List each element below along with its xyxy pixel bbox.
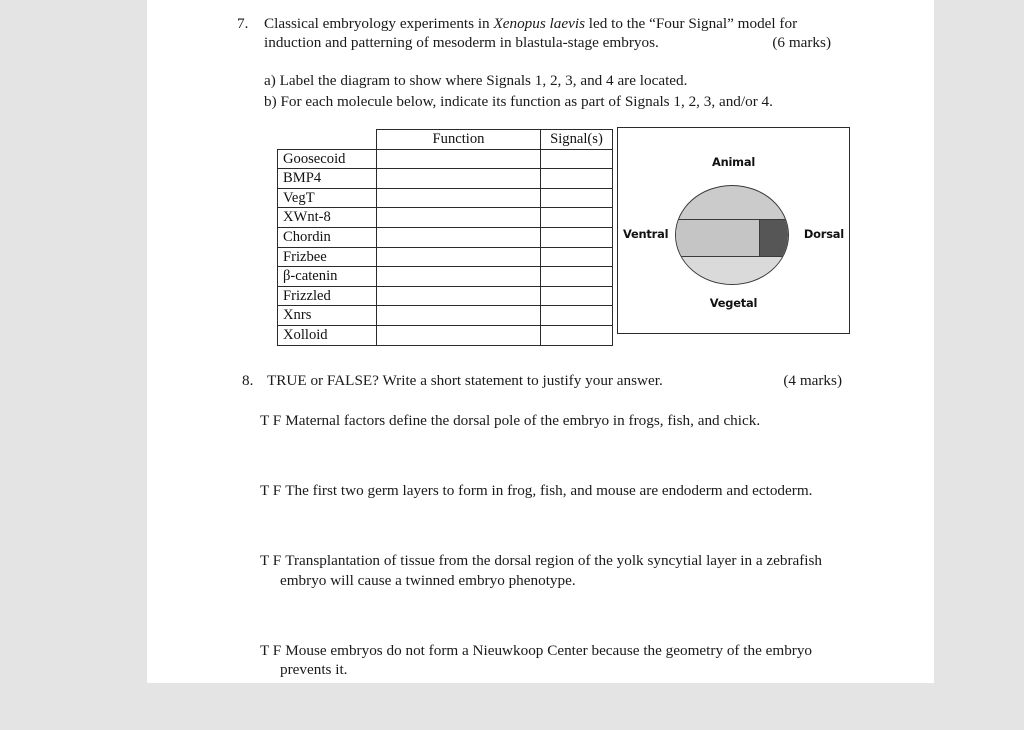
tf-statement-4-line1: Mouse embryos do not form a Nieuwkoop Center because the geometry of the embryo xyxy=(285,641,813,659)
true-false-statements xyxy=(260,411,920,730)
table-row xyxy=(278,208,613,228)
table-row xyxy=(278,188,613,208)
question-7-first-line xyxy=(237,14,917,52)
table-row xyxy=(278,286,613,306)
tf-statement-3-line1: Transplantation of tissue from the dorsal region of the yolk syncytial layer in a zebrafish xyxy=(285,552,823,569)
label-ventral: Ventral xyxy=(623,227,669,241)
marginal-zone-band xyxy=(676,219,788,257)
question-8-number: 8. xyxy=(242,372,254,389)
signal-cell[interactable] xyxy=(541,208,613,228)
tf-statement-2-line1: The first two germ layers to form in frog, fish, and mouse are endoderm and ectoderm. xyxy=(285,482,813,499)
species-name-italic: Xenopus laevis xyxy=(493,15,585,32)
signal-cell[interactable] xyxy=(541,286,613,306)
molecule-name: β-catenin xyxy=(278,267,377,287)
function-cell[interactable] xyxy=(377,149,541,169)
subquestion-a: a) Label the diagram to show where Signals 1, 2, 3, and 4 are located. xyxy=(264,72,688,89)
embryo-diagram xyxy=(617,127,850,334)
tf-statement-2 xyxy=(260,481,920,501)
tf-statement-4-line2: prevents it. xyxy=(280,661,348,678)
function-cell[interactable] xyxy=(377,247,541,267)
question-7-number: 7. xyxy=(237,15,249,32)
tf-statement-3-line2: embryo will cause a twinned embryo phenotype. xyxy=(280,571,576,589)
signal-cell[interactable] xyxy=(541,169,613,189)
tf-statement-1 xyxy=(260,411,920,431)
tf-statement-4 xyxy=(260,641,920,680)
table-row xyxy=(278,306,613,326)
signal-cell[interactable] xyxy=(541,267,613,287)
tf-choice-1[interactable]: T F xyxy=(260,412,282,429)
dorsal-organizer-region xyxy=(759,220,788,256)
question-8-marks: (4 marks) xyxy=(783,372,842,389)
molecule-function-table xyxy=(277,129,613,346)
question-7-line1-pre: Classical embryology experiments in xyxy=(264,15,494,32)
question-8-header xyxy=(242,372,922,390)
question-7 xyxy=(237,14,917,52)
function-cell[interactable] xyxy=(377,227,541,247)
molecule-name: VegT xyxy=(278,188,377,208)
table-header-row xyxy=(278,130,613,150)
table-row xyxy=(278,247,613,267)
question-8-prompt: TRUE or FALSE? Write a short statement to justify your answer. xyxy=(267,372,663,389)
signal-cell[interactable] xyxy=(541,325,613,345)
function-cell[interactable] xyxy=(377,306,541,326)
molecule-name: Frizbee xyxy=(278,247,377,267)
vegetal-region xyxy=(676,257,788,284)
molecule-name: Xnrs xyxy=(278,306,377,326)
question-8-prompt-row xyxy=(267,372,842,390)
molecule-name: Xolloid xyxy=(278,325,377,345)
function-cell[interactable] xyxy=(377,325,541,345)
label-animal: Animal xyxy=(711,155,756,169)
label-dorsal: Dorsal xyxy=(803,227,844,241)
signal-cell[interactable] xyxy=(541,306,613,326)
header-function: Function xyxy=(377,130,541,150)
table-row xyxy=(278,227,613,247)
function-cell[interactable] xyxy=(377,286,541,306)
question-7-line1-post: led to the “Four Signal” model for xyxy=(584,15,798,32)
question-7-second-line xyxy=(264,33,831,52)
function-cell[interactable] xyxy=(377,208,541,228)
question-7-marks: (6 marks) xyxy=(772,34,831,51)
signal-cell[interactable] xyxy=(541,149,613,169)
table-row xyxy=(278,325,613,345)
tf-statement-3 xyxy=(260,551,920,590)
header-blank xyxy=(278,130,377,150)
signal-cell[interactable] xyxy=(541,227,613,247)
function-cell[interactable] xyxy=(377,267,541,287)
tf-statement-1-line1: Maternal factors define the dorsal pole of the embryo in frogs, fish, and chick. xyxy=(285,412,761,429)
molecule-name: BMP4 xyxy=(278,169,377,189)
molecule-name: Chordin xyxy=(278,227,377,247)
function-cell[interactable] xyxy=(377,188,541,208)
question-7-text xyxy=(264,14,917,52)
tf-choice-3[interactable]: T F xyxy=(260,552,282,569)
document-page xyxy=(147,0,934,683)
question-7-line2-text: induction and patterning of mesoderm in blastula-stage embryos. xyxy=(264,34,659,51)
tf-choice-4[interactable]: T F xyxy=(260,641,282,659)
question-8 xyxy=(242,372,922,390)
table-row xyxy=(278,267,613,287)
signal-cell[interactable] xyxy=(541,188,613,208)
table-row xyxy=(278,149,613,169)
table-row xyxy=(278,169,613,189)
blastula-circle xyxy=(675,185,789,285)
subquestion-b: b) For each molecule below, indicate its function as part of Signals 1, 2, 3, and/or 4. xyxy=(264,92,773,110)
header-signals: Signal(s) xyxy=(541,130,613,150)
molecule-name: Frizzled xyxy=(278,286,377,306)
signal-cell[interactable] xyxy=(541,247,613,267)
tf-choice-2[interactable]: T F xyxy=(260,482,282,499)
molecule-name: XWnt-8 xyxy=(278,208,377,228)
function-cell[interactable] xyxy=(377,169,541,189)
embryo-diagram-inner xyxy=(618,128,849,333)
label-vegetal: Vegetal xyxy=(709,296,758,310)
molecule-name: Goosecoid xyxy=(278,149,377,169)
question-7-subquestions xyxy=(264,71,904,112)
